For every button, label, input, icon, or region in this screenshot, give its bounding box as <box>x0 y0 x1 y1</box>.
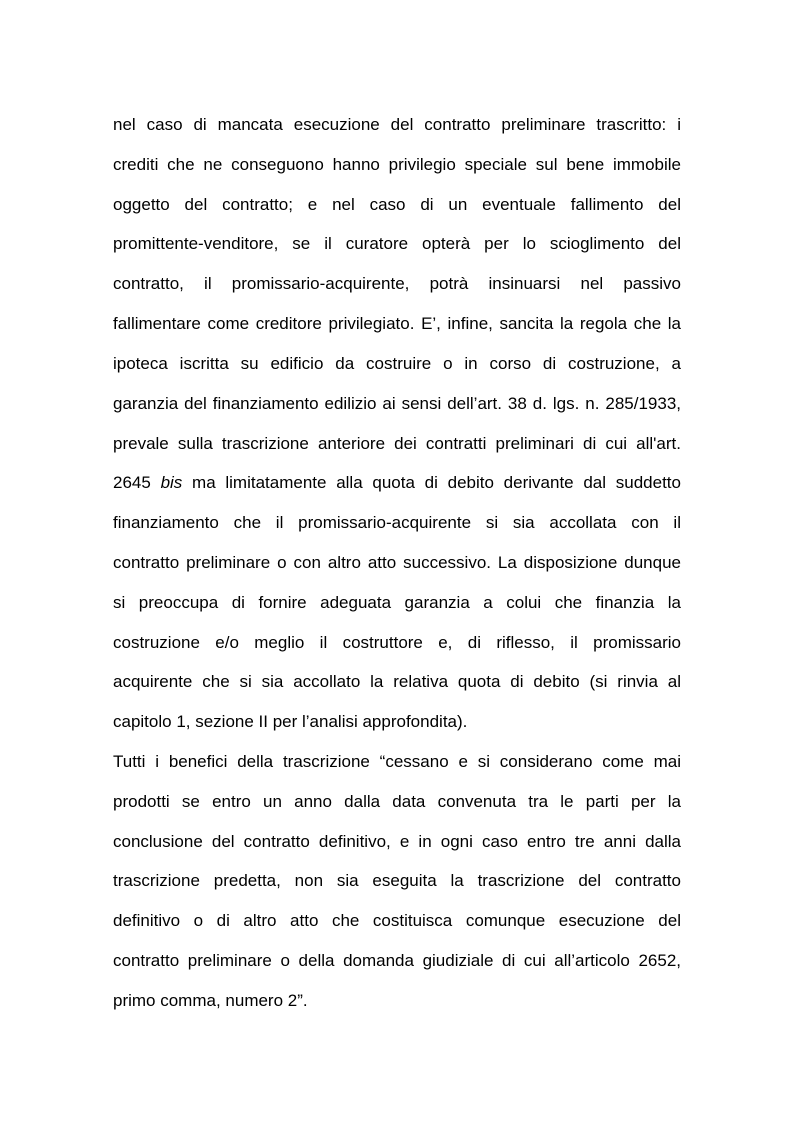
text-segment: 2645 <box>113 473 151 493</box>
text-line: primo comma, numero 2”. <box>113 990 308 1010</box>
text-line <box>113 463 681 503</box>
paragraph <box>113 742 681 1021</box>
text-line: capitolo 1, sezione II per l’analisi approfondita). <box>113 712 468 732</box>
paragraph <box>113 105 681 742</box>
text-line: garanzia del finanziamento edilizio ai sensi dell’art. 38 d. lgs. n. 285/1933, <box>113 393 681 413</box>
text-line: prodotti se entro un anno dalla data convenuta tra le parti per la <box>113 791 681 811</box>
text-line: trascrizione predetta, non sia eseguita la trascrizione del contratto <box>113 871 681 891</box>
body-text <box>113 105 681 1021</box>
text-line: prevale sulla trascrizione anteriore dei contratti preliminari di cui all'art. <box>113 433 681 453</box>
text-segment: ma limitatamente alla quota di debito derivante dal suddetto <box>192 473 681 493</box>
text-line: definitivo o di altro atto che costituisca comunque esecuzione del <box>113 911 681 931</box>
text-line: contratto preliminare o della domanda giudiziale di cui all’articolo 2652, <box>113 951 681 971</box>
text-line: contratto, il promissario-acquirente, potrà insinuarsi nel passivo <box>113 274 681 294</box>
text-line: crediti che ne conseguono hanno privilegio speciale sul bene immobile <box>113 154 681 174</box>
text-line: oggetto del contratto; e nel caso di un eventuale fallimento del <box>113 194 681 214</box>
text-line: finanziamento che il promissario-acquirente si sia accollata con il <box>113 513 681 533</box>
text-line: ipoteca iscritta su edificio da costruire o in corso di costruzione, a <box>113 353 681 373</box>
text-line: conclusione del contratto definitivo, e in ogni caso entro tre anni dalla <box>113 831 681 851</box>
text-line: fallimentare come creditore privilegiato. E’, infine, sancita la regola che la <box>113 314 681 334</box>
text-line: costruzione e/o meglio il costruttore e, di riflesso, il promissario <box>113 632 681 652</box>
text-line: si preoccupa di fornire adeguata garanzia a colui che finanzia la <box>113 592 681 612</box>
text-line: nel caso di mancata esecuzione del contratto preliminare trascritto: i <box>113 115 681 134</box>
text-line: contratto preliminare o con altro atto successivo. La disposizione dunque <box>113 552 681 572</box>
text-line: promittente-venditore, se il curatore opterà per lo scioglimento del <box>113 234 681 254</box>
italic-term: bis <box>160 473 183 493</box>
text-line: acquirente che si sia accollato la relativa quota di debito (si rinvia al <box>113 672 681 692</box>
text-line: Tutti i benefici della trascrizione “cessano e si considerano come mai <box>113 752 681 771</box>
